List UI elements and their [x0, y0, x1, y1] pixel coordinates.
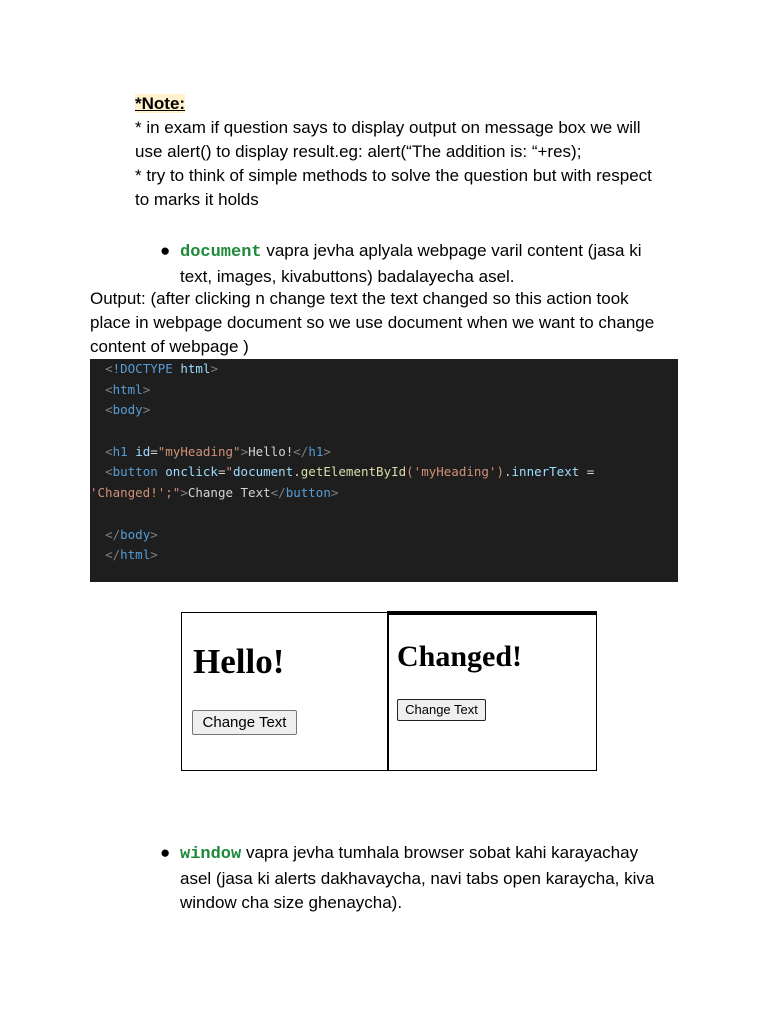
code-button-open: button [112, 464, 158, 480]
code-doctype: !DOCTYPE [112, 361, 173, 376]
code-h1-text: Hello! [248, 443, 294, 459]
code-line-html-close: </html> [105, 547, 158, 563]
code-line-html-open: <html> [105, 381, 151, 397]
code-changed-value: 'Changed!';" [90, 485, 181, 501]
code-line-h1: <h1 id="myHeading">Hello!</h1> [105, 443, 331, 459]
code-line-button: <button onclick="document.getElementById('myHeading').innerText = [105, 464, 602, 480]
window-keyword: window [180, 845, 242, 864]
document-text-line-2: text, images, kivabuttons) badalayecha asel. [180, 267, 515, 286]
code-block [90, 359, 678, 582]
preview-before-heading: Hello! [193, 642, 285, 681]
code-line-button-cont: 'Changed!';">Change Text</button> [90, 485, 339, 501]
code-id-attr: id [135, 443, 151, 459]
output-line-3: content of webpage ) [90, 337, 249, 356]
code-line-blank-2 [90, 504, 678, 525]
code-button-close: button [285, 485, 331, 501]
code-button-text: Change Text [187, 485, 271, 501]
code-h1-close: h1 [308, 443, 324, 459]
window-text-line-1: vapra jevha tumhala browser sobat kahi karayachay [241, 843, 639, 862]
window-text-line-3: window cha size ghenaycha). [180, 893, 403, 912]
code-id-value: "myHeading" [157, 443, 241, 459]
bullet-dot-icon: ● [160, 843, 171, 862]
output-line-1: Output: (after clicking n change text the text changed so this action took [90, 289, 629, 308]
document-keyword: document [180, 243, 262, 262]
preview-after-heading: Changed! [397, 640, 523, 673]
preview-after-panel [387, 611, 597, 771]
code-assign: = [579, 464, 602, 480]
code-method-arg: 'myHeading' [413, 464, 497, 480]
output-paragraph [90, 287, 690, 359]
code-line-body-close: </body> [105, 526, 158, 542]
preview-before-change-text-button[interactable]: Change Text [192, 710, 297, 735]
code-doctype-html: html [180, 361, 211, 376]
code-onclick-attr: onclick [165, 464, 218, 480]
code-body-open: body [112, 402, 143, 418]
note-block [135, 92, 695, 212]
code-line-doctype: <!DOCTYPE html> [105, 361, 218, 376]
code-onclick-quote: " [225, 464, 234, 480]
bullet-dot-icon: ● [160, 241, 171, 260]
bullet-window [160, 841, 740, 915]
note-line-1: * in exam if question says to display output on message box we will [135, 118, 641, 137]
note-heading: *Note: [135, 94, 186, 113]
note-line-4: to marks it holds [135, 190, 259, 209]
code-body-close: body [120, 526, 151, 542]
note-line-2: use alert() to display result.eg: alert(“The addition is: “+res); [135, 142, 582, 161]
code-prop: innerText [511, 464, 580, 480]
code-method: getElementById [300, 464, 407, 480]
code-h1-open: h1 [112, 443, 128, 459]
code-html-open: html [112, 381, 143, 397]
code-html-close: html [120, 547, 151, 563]
output-line-2: place in webpage document so we use document when we want to change [90, 313, 655, 332]
bullet-document [160, 239, 740, 289]
code-line-blank-1 [90, 421, 678, 442]
code-line-body-open: <body> [105, 402, 151, 418]
note-line-3: * try to think of simple methods to solve the question but with respect [135, 166, 652, 185]
window-text-line-2: asel (jasa ki alerts dakhavaycha, navi tabs open karaycha, kiva [180, 869, 655, 888]
preview-after-change-text-button[interactable]: Change Text [397, 699, 486, 721]
code-document-obj: document [233, 464, 294, 480]
document-text-line-1: vapra jevha aplyala webpage varil content (jasa ki [261, 241, 642, 260]
preview-before-panel [181, 612, 389, 771]
